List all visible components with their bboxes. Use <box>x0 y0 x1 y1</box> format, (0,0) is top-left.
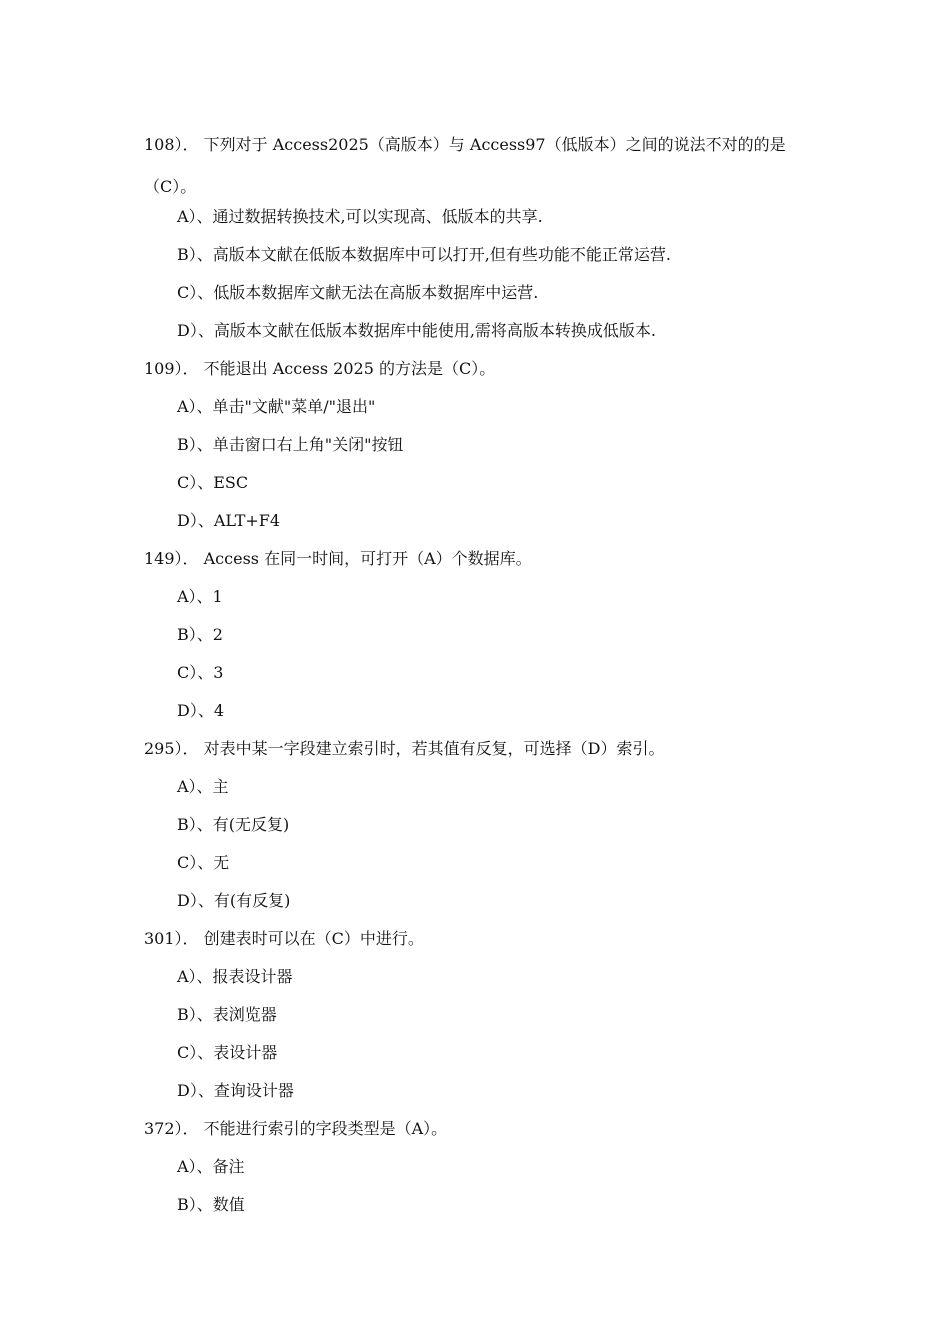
question-109-option-c: C）、ESC <box>177 473 249 492</box>
question-149-option-d: D）、4 <box>177 701 225 720</box>
question-301-option-d: D）、查询设计器 <box>177 1081 294 1100</box>
question-372-option-a: A）、备注 <box>177 1157 245 1176</box>
question-372-option-b: B）、数值 <box>177 1195 245 1214</box>
question-301-option-c: C）、表设计器 <box>177 1043 278 1062</box>
question-108-option-d: D）、高版本文献在低版本数据库中能使用,需将高版本转换成低版本. <box>177 321 657 340</box>
question-295-option-a: A）、主 <box>177 777 229 796</box>
question-295-option-b: B）、有(无反复) <box>177 815 290 834</box>
question-108-option-a: A）、通过数据转换技术,可以实现高、低版本的共享. <box>177 207 543 226</box>
question-108-stem: 108）． 下列对于 Access2025（高版本）与 Access97（低版本）之间的说法不对的的是（C）。 <box>144 135 786 196</box>
question-108-option-b: B）、高版本文献在低版本数据库中可以打开,但有些功能不能正常运营. <box>177 245 671 264</box>
question-295-option-d: D）、有(有反复) <box>177 891 291 910</box>
question-295-option-c: C）、无 <box>177 853 230 872</box>
question-301-option-b: B）、表浏览器 <box>177 1005 277 1024</box>
question-108-option-c: C）、低版本数据库文献无法在高版本数据库中运营. <box>177 283 539 302</box>
question-301-stem: 301）． 创建表时可以在（C）中进行。 <box>144 929 424 948</box>
question-295-stem: 295）． 对表中某一字段建立索引时，若其值有反复，可选择（D）索引。 <box>144 739 665 758</box>
question-109-option-b: B）、单击窗口右上角"关闭"按钮 <box>177 435 404 454</box>
question-149-stem: 149）． Access 在同一时间，可打开（A）个数据库。 <box>144 549 532 568</box>
question-149-option-a: A）、1 <box>177 587 223 606</box>
question-372-stem: 372）． 不能进行索引的字段类型是（A）。 <box>144 1119 448 1138</box>
question-list <box>144 198 834 1224</box>
question-149-option-b: B）、2 <box>177 625 223 644</box>
question-109-option-a: A）、单击"文献"菜单/"退出" <box>177 397 376 416</box>
question-149-option-c: C）、3 <box>177 663 224 682</box>
question-301-option-a: A）、报表设计器 <box>177 967 293 986</box>
question-109-stem: 109）． 不能退出 Access 2025 的方法是（C）。 <box>144 359 496 378</box>
question-109-option-d: D）、ALT+F4 <box>177 511 281 530</box>
